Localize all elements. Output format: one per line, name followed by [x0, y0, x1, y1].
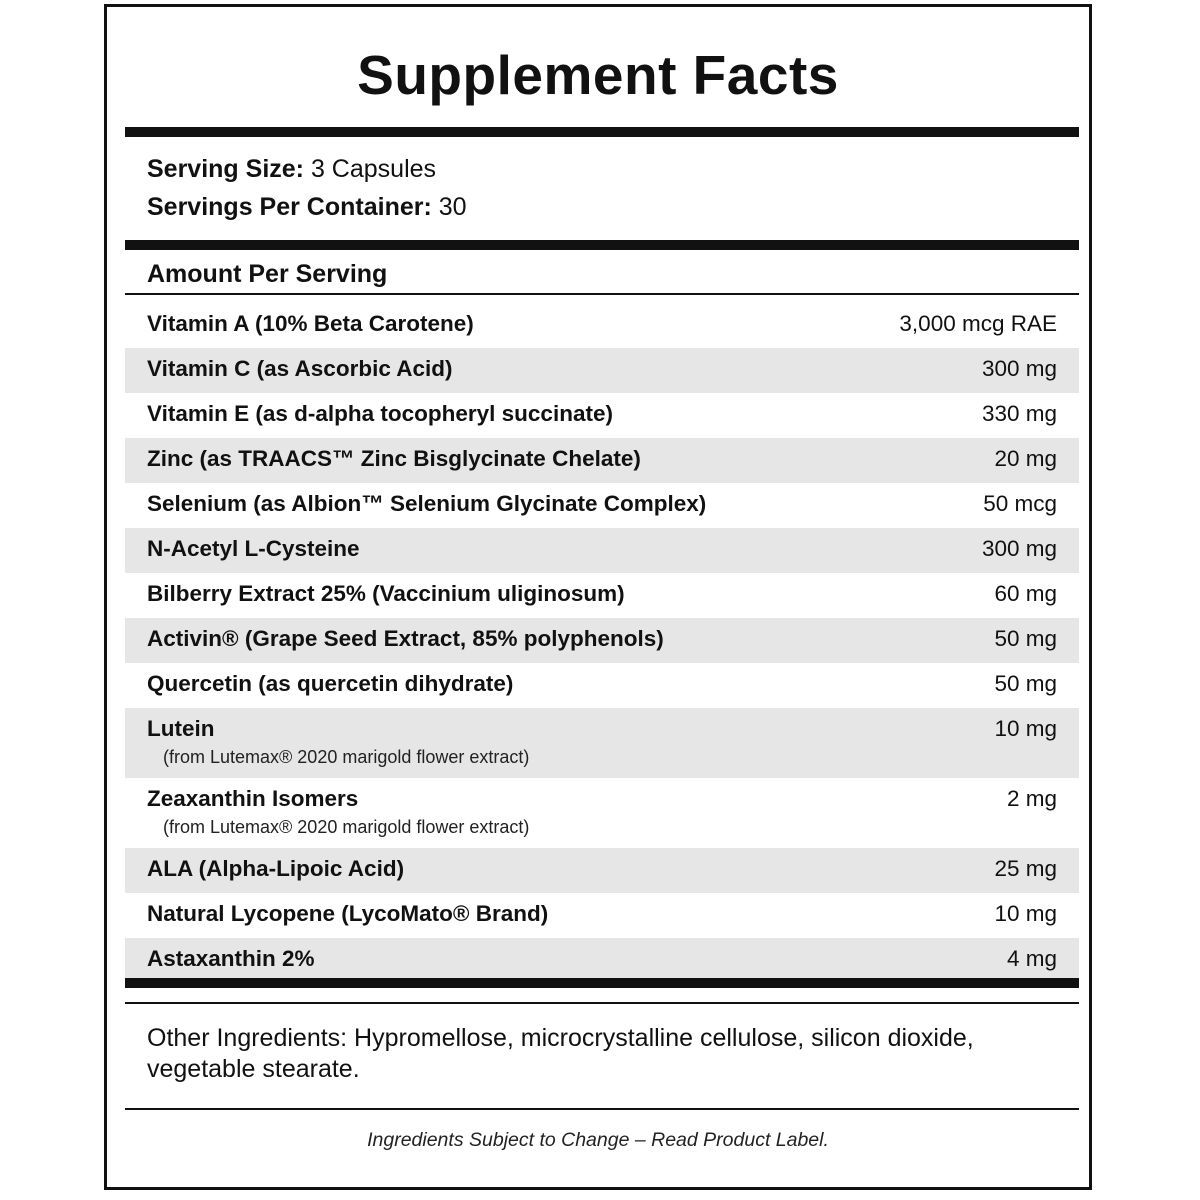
ingredient-name: Vitamin C (as Ascorbic Acid)	[147, 356, 453, 381]
ingredient-row	[125, 663, 1079, 708]
ingredient-row	[125, 778, 1079, 848]
page-title: Supplement Facts	[357, 44, 839, 106]
ingredient-row	[125, 348, 1079, 393]
ingredient-amount: 300 mg	[981, 356, 1057, 381]
divider-thin-bottom	[125, 1002, 1079, 1004]
ingredient-list	[125, 303, 1079, 983]
ingredient-amount: 10 mg	[994, 901, 1057, 926]
ingredient-amount: 3,000 mcg RAE	[899, 311, 1057, 336]
divider-thick-middle	[125, 240, 1079, 250]
divider-thick-bottom	[125, 978, 1079, 988]
ingredient-row	[125, 618, 1079, 663]
ingredient-row	[125, 573, 1079, 618]
ingredient-name: Bilberry Extract 25% (Vaccinium uliginosum)	[147, 581, 625, 606]
ingredient-row	[125, 483, 1079, 528]
ingredient-name: Astaxanthin 2%	[147, 946, 315, 971]
ingredient-source-note: (from Lutemax® 2020 marigold flower extract)	[163, 747, 530, 767]
ingredient-name: Vitamin A (10% Beta Carotene)	[147, 311, 474, 336]
ingredient-name: Vitamin E (as d-alpha tocopheryl succinate)	[147, 401, 613, 426]
other-ingredients: Other Ingredients: Hypromellose, microcrystalline cellulose, silicon dioxide, vegetable stearate.	[147, 1024, 974, 1083]
supplement-facts-panel	[104, 4, 1092, 1190]
ingredient-name: ALA (Alpha-Lipoic Acid)	[147, 856, 405, 881]
ingredient-amount: 300 mg	[981, 536, 1057, 561]
ingredient-row	[125, 893, 1079, 938]
ingredient-amount: 4 mg	[1006, 946, 1057, 971]
ingredient-name: Zinc (as TRAACS™ Zinc Bisglycinate Chelate)	[147, 446, 641, 471]
ingredient-name: Zeaxanthin Isomers	[147, 786, 359, 811]
footer-note: Ingredients Subject to Change – Read Product Label.	[367, 1129, 829, 1151]
serving-size-line	[147, 154, 436, 184]
servings-per-container-line	[147, 192, 467, 222]
ingredient-amount: 50 mg	[994, 626, 1057, 651]
divider-thick-top	[125, 127, 1079, 137]
ingredient-row	[125, 438, 1079, 483]
ingredient-name: Activin® (Grape Seed Extract, 85% polyphenols)	[147, 626, 664, 651]
ingredient-row	[125, 938, 1079, 983]
ingredient-row	[125, 708, 1079, 778]
ingredient-amount: 10 mg	[994, 716, 1057, 741]
ingredient-row	[125, 848, 1079, 893]
ingredient-amount: 60 mg	[994, 581, 1057, 606]
ingredient-amount: 2 mg	[1006, 786, 1057, 811]
servings-per-container-value: 30	[438, 193, 467, 221]
ingredient-source-note: (from Lutemax® 2020 marigold flower extract)	[163, 817, 530, 837]
ingredient-amount: 50 mg	[994, 671, 1057, 696]
divider-thin-footer	[125, 1108, 1079, 1110]
ingredient-row	[125, 528, 1079, 573]
ingredient-name: N-Acetyl L-Cysteine	[147, 536, 360, 561]
ingredient-amount: 20 mg	[994, 446, 1057, 471]
servings-per-container-label: Servings Per Container:	[147, 193, 432, 221]
ingredient-amount: 330 mg	[981, 401, 1057, 426]
ingredient-name: Selenium (as Albion™ Selenium Glycinate Complex)	[147, 491, 707, 516]
serving-size-value: 3 Capsules	[310, 155, 437, 183]
ingredient-row	[125, 303, 1079, 348]
ingredient-name: Lutein	[147, 716, 215, 741]
ingredient-amount: 50 mcg	[983, 491, 1057, 516]
divider-thin-amount	[125, 293, 1079, 295]
ingredient-amount: 25 mg	[994, 856, 1057, 881]
ingredient-row	[125, 393, 1079, 438]
ingredient-name: Natural Lycopene (LycoMato® Brand)	[147, 901, 549, 926]
serving-size-label: Serving Size:	[147, 155, 304, 183]
ingredient-name: Quercetin (as quercetin dihydrate)	[147, 671, 514, 696]
amount-per-serving-header: Amount Per Serving	[147, 260, 388, 288]
